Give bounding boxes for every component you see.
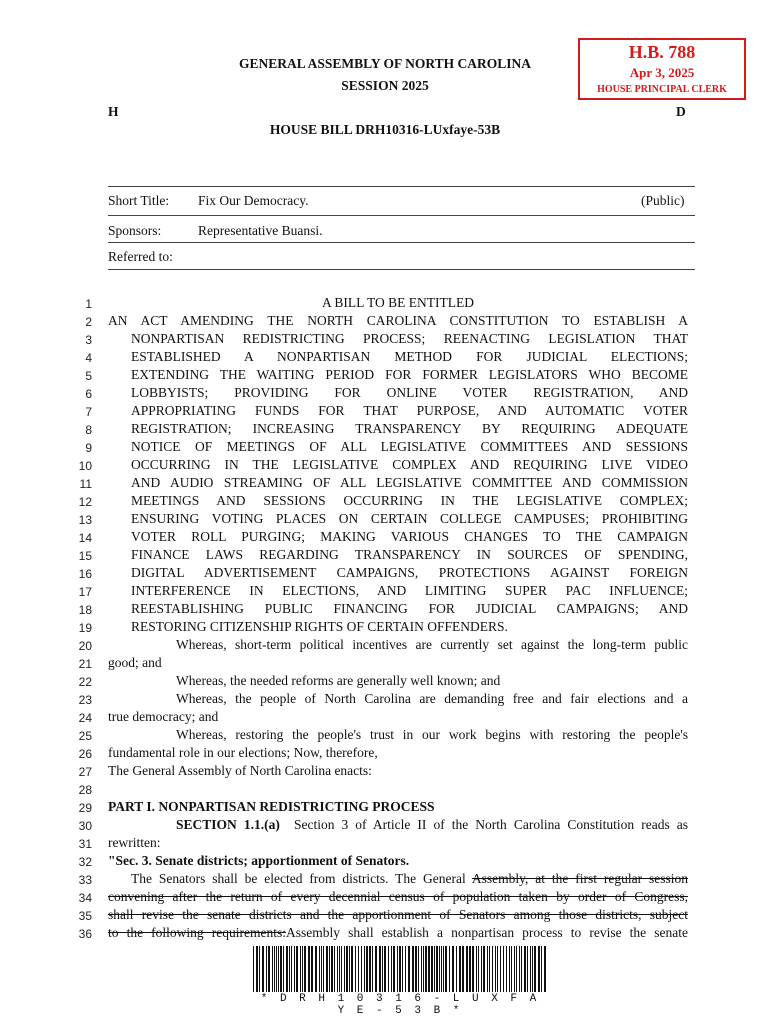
line-number: 4 xyxy=(85,351,92,365)
barcode-bar xyxy=(532,946,533,992)
draft-letter-right: D xyxy=(676,104,686,119)
text-line: NOTICE OF MEETINGS OF ALL LEGISLATIVE COMMITTEES AND SESSIONS xyxy=(131,439,688,454)
text-line: The General Assembly of North Carolina enacts: xyxy=(108,763,372,778)
line-number: 1 xyxy=(85,297,92,311)
barcode-bar xyxy=(339,946,340,992)
line-number: 7 xyxy=(85,405,92,419)
text-line: OCCURRING IN THE LEGISLATIVE COMPLEX AND REQUIRING LIVE VIDEO xyxy=(131,457,688,472)
inserted-text: Assembly shall establish a nonpartisan process to revise the senate xyxy=(286,925,688,940)
text-line: EXTENDING THE WAITING PERIOD FOR FORMER LEGISLATORS WHO BECOME xyxy=(131,367,688,382)
barcode-bar xyxy=(538,946,540,992)
barcode-bar xyxy=(304,946,306,992)
sponsors-label: Sponsors: xyxy=(108,223,162,238)
sponsors-value: Representative Buansi. xyxy=(198,223,323,238)
barcode-bar xyxy=(418,946,419,992)
struck-text: shall revise the senate districts and the apportionment of Senators among those districts, subject xyxy=(108,907,688,922)
line-number: 13 xyxy=(78,513,92,527)
assembly-title: GENERAL ASSEMBLY OF NORTH CAROLINA xyxy=(238,56,532,71)
line-number: 2 xyxy=(85,315,92,329)
chamber-letter-left: H xyxy=(108,104,119,119)
barcode-bar xyxy=(462,946,464,992)
filing-stamp xyxy=(578,38,746,100)
text-line: NONPARTISAN REDISTRICTING PROCESS; REENACTING LEGISLATION THAT xyxy=(131,331,688,346)
bill-heading: A BILL TO BE ENTITLED xyxy=(322,295,474,310)
barcode-bar xyxy=(308,946,310,992)
barcode-bar xyxy=(483,946,485,992)
barcode-bar xyxy=(326,946,328,992)
barcode-bar xyxy=(445,946,447,992)
text-line: RESTORING CITIZENSHIP RIGHTS OF CERTAIN OFFENDERS. xyxy=(131,619,508,634)
barcode-bar xyxy=(372,946,373,992)
barcode-bar xyxy=(302,946,303,992)
part-heading: PART I. NONPARTISAN REDISTRICTING PROCESS xyxy=(108,799,435,814)
line-number: 24 xyxy=(78,711,92,725)
barcode-bar xyxy=(384,946,386,992)
barcode-bar xyxy=(500,946,501,992)
barcode-bar xyxy=(478,946,479,992)
barcode-bar xyxy=(521,946,522,992)
barcode-bar xyxy=(519,946,520,992)
barcode-bar xyxy=(315,946,317,992)
divider xyxy=(108,269,695,270)
line-number: 8 xyxy=(85,423,92,437)
barcode-bar xyxy=(274,946,275,992)
line-number: 3 xyxy=(85,333,92,347)
barcode-bar xyxy=(323,946,324,992)
text-segment: The Senators shall be elected from districts. The General xyxy=(131,871,472,886)
barcode-bar xyxy=(375,946,377,992)
text-line: REGISTRATION; INCREASING TRANSPARENCY BY REQUIRING ADEQUATE xyxy=(131,421,688,436)
barcode-bar xyxy=(487,946,488,992)
barcode-bar xyxy=(544,946,546,992)
barcode-bar xyxy=(366,946,368,992)
struck-text: convening after the return of every decennial census of population taken by order of Congress, xyxy=(108,889,688,904)
line-number: 9 xyxy=(85,441,92,455)
text-line: ENSURING VOTING PLACES ON CERTAIN COLLEGE CAMPUSES; PROHIBITING xyxy=(131,511,688,526)
barcode-bar xyxy=(495,946,496,992)
barcode-bar xyxy=(355,946,356,992)
line-number: 27 xyxy=(78,765,92,779)
section-line xyxy=(176,817,688,833)
barcode-bar xyxy=(516,946,517,992)
barcode-bar xyxy=(331,946,333,992)
barcode-bar xyxy=(388,946,389,992)
line-number: 26 xyxy=(78,747,92,761)
barcode-bar xyxy=(266,946,267,992)
barcode-bar xyxy=(402,946,403,992)
divider xyxy=(108,215,695,216)
barcode-bar xyxy=(412,946,414,992)
barcode-bar xyxy=(441,946,442,992)
text-line xyxy=(108,925,688,941)
barcode-bar xyxy=(397,946,398,992)
barcode-bar xyxy=(296,946,298,992)
barcode-bar xyxy=(256,946,258,992)
line-number: 21 xyxy=(78,657,92,671)
line-number: 28 xyxy=(78,783,92,797)
barcode-bar xyxy=(530,946,531,992)
barcode-bar xyxy=(503,946,504,992)
barcode-bar xyxy=(534,946,536,992)
barcode-bar xyxy=(311,946,313,992)
text-line: fundamental role in our elections; Now, therefore, xyxy=(108,745,378,760)
barcode-bar xyxy=(289,946,290,992)
line-number: 18 xyxy=(78,603,92,617)
barcode-bar xyxy=(276,946,277,992)
barcode-bar xyxy=(481,946,482,992)
barcode-bar xyxy=(408,946,410,992)
barcode-bar xyxy=(449,946,450,992)
barcode-image xyxy=(253,946,547,992)
public-label: (Public) xyxy=(641,193,685,208)
text-line: good; and xyxy=(108,655,162,670)
short-title-label: Short Title: xyxy=(108,193,170,208)
text-line: APPROPRIATING FUNDS FOR THAT PURPOSE, AND AUTOMATIC VOTER xyxy=(131,403,688,418)
barcode-bar xyxy=(341,946,342,992)
barcode-bar xyxy=(334,946,335,992)
barcode-bar xyxy=(364,946,365,992)
barcode-bar xyxy=(459,946,461,992)
barcode-bar xyxy=(382,946,383,992)
text-line: Whereas, the people of North Carolina are demanding free and fair elections and a xyxy=(176,691,688,706)
barcode-bar xyxy=(511,946,512,992)
barcode-bar xyxy=(431,946,433,992)
barcode-bar xyxy=(439,946,440,992)
section-label: SECTION 1.1.(a) xyxy=(176,817,280,832)
barcode-bar xyxy=(259,946,260,992)
line-number: 30 xyxy=(78,819,92,833)
barcode-bar xyxy=(291,946,292,992)
sec-heading: "Sec. 3. Senate districts; apportionment of Senators. xyxy=(108,853,410,868)
stamp-date: Apr 3, 2025 xyxy=(629,65,695,80)
text-line: REESTABLISHING PUBLIC FINANCING FOR JUDICIAL CAMPAIGNS; AND xyxy=(131,601,688,616)
barcode-bar xyxy=(349,946,350,992)
barcode-bar xyxy=(472,946,474,992)
barcode-bar xyxy=(280,946,282,992)
session-title: SESSION 2025 xyxy=(341,78,429,93)
barcode-bar xyxy=(428,946,430,992)
text-line: LOBBYISTS; PROVIDING FOR ONLINE VOTER REGISTRATION, AND xyxy=(131,385,688,400)
barcode-bar xyxy=(253,946,254,992)
barcode-bar xyxy=(452,946,454,992)
line-number: 20 xyxy=(78,639,92,653)
stamp-bill-number: H.B. 788 xyxy=(628,42,696,62)
bill-title: HOUSE BILL DRH10316-LUxfaye-53B xyxy=(269,122,501,137)
line-number: 36 xyxy=(78,927,92,941)
line-number: 15 xyxy=(78,549,92,563)
barcode-bar xyxy=(393,946,395,992)
barcode-bar xyxy=(399,946,401,992)
text-line: DIGITAL ADVERTISEMENT CAMPAIGNS, PROTECTIONS AGAINST FOREIGN xyxy=(131,565,688,580)
barcode-bar xyxy=(272,946,273,992)
barcode-bar xyxy=(351,946,353,992)
barcode-bar xyxy=(476,946,477,992)
barcode-bar xyxy=(436,946,438,992)
barcode-bar xyxy=(329,946,330,992)
line-number: 11 xyxy=(79,477,92,491)
text-line: INTERFERENCE IN ELECTIONS, AND LIMITING SUPER PAC INFLUENCE; xyxy=(131,583,688,598)
barcode-bar xyxy=(489,946,490,992)
barcode-bar xyxy=(421,946,422,992)
referred-label: Referred to: xyxy=(108,249,173,264)
divider xyxy=(108,242,695,243)
barcode-bar xyxy=(466,946,468,992)
barcode-bar xyxy=(391,946,392,992)
barcode-bar xyxy=(514,946,515,992)
line-number: 25 xyxy=(78,729,92,743)
stamp-clerk: HOUSE PRINCIPAL CLERK xyxy=(597,84,727,95)
line-number: 34 xyxy=(78,891,92,905)
barcode-bar xyxy=(425,946,427,992)
barcode-bar xyxy=(541,946,542,992)
divider xyxy=(108,186,695,187)
barcode-bar xyxy=(294,946,295,992)
barcode-bar xyxy=(434,946,435,992)
barcode-bar xyxy=(415,946,417,992)
barcode-bar xyxy=(456,946,457,992)
struck-text: Assembly, at the first regular session xyxy=(471,871,688,886)
line-number: 19 xyxy=(78,621,92,635)
barcode-bar xyxy=(358,946,359,992)
barcode-bar xyxy=(405,946,406,992)
barcode-bar xyxy=(379,946,381,992)
section-text: Section 3 of Article II of the North Carolina Constitution reads as xyxy=(293,817,689,832)
barcode-bar xyxy=(527,946,528,992)
barcode-bar xyxy=(262,946,264,992)
line-number: 10 xyxy=(78,459,92,473)
text-line: Whereas, the needed reforms are generally well known; and xyxy=(176,673,501,688)
line-number: 33 xyxy=(78,873,92,887)
barcode-bar xyxy=(321,946,322,992)
barcode-bar xyxy=(300,946,301,992)
barcode-bar xyxy=(497,946,498,992)
line-number: 31 xyxy=(78,837,92,851)
text-line: VOTER ROLL PURGING; MAKING VARIOUS CHANGES TO THE CAMPAIGN xyxy=(131,529,688,544)
barcode-bar xyxy=(319,946,320,992)
line-number: 32 xyxy=(78,855,92,869)
barcode-bar xyxy=(506,946,507,992)
barcode-bar xyxy=(344,946,345,992)
line-number: 35 xyxy=(78,909,92,923)
barcode-bar xyxy=(423,946,424,992)
barcode-bar xyxy=(369,946,371,992)
barcode-bar xyxy=(268,946,270,992)
barcode-bar xyxy=(346,946,348,992)
barcode-bar xyxy=(524,946,526,992)
text-line: ESTABLISHED A NONPARTISAN METHOD FOR JUDICIAL ELECTIONS; xyxy=(131,349,688,364)
line-number: 6 xyxy=(85,387,92,401)
line-number: 14 xyxy=(78,531,92,545)
barcode-bar xyxy=(361,946,362,992)
text-line: AND AUDIO STREAMING OF ALL LEGISLATIVE COMMITTEE AND COMMISSION xyxy=(131,475,688,490)
text-line: FINANCE LAWS REGARDING TRANSPARENCY IN SOURCES OF SPENDING, xyxy=(131,547,688,562)
line-number: 12 xyxy=(78,495,92,509)
text-line xyxy=(131,871,688,887)
text-line: MEETINGS AND SESSIONS OCCURRING IN THE LEGISLATIVE COMPLEX; xyxy=(131,493,688,508)
barcode-bar xyxy=(286,946,288,992)
short-title-value: Fix Our Democracy. xyxy=(198,193,309,208)
barcode-bar xyxy=(283,946,284,992)
line-number: 17 xyxy=(78,585,92,599)
line-number: 23 xyxy=(78,693,92,707)
text-line xyxy=(108,907,688,923)
barcode-bar xyxy=(492,946,493,992)
line-number: 5 xyxy=(85,369,92,383)
text-line: AN ACT AMENDING THE NORTH CAROLINA CONSTITUTION TO ESTABLISH A xyxy=(108,313,688,328)
text-line: rewritten: xyxy=(108,835,161,850)
barcode-bar xyxy=(469,946,471,992)
barcode-bar xyxy=(443,946,444,992)
barcode-bar xyxy=(337,946,338,992)
line-number: 16 xyxy=(78,567,92,581)
struck-text: to the following requirements: xyxy=(108,925,286,940)
text-line xyxy=(108,889,688,905)
text-line: Whereas, short-term political incentives are currently set against the long-term public xyxy=(176,637,688,652)
text-line: true democracy; and xyxy=(108,709,219,724)
barcode-bar xyxy=(509,946,510,992)
line-number: 29 xyxy=(78,801,92,815)
text-line: Whereas, restoring the people's trust in our work begins with restoring the people's xyxy=(176,727,688,742)
barcode-text: * D R H 1 0 3 1 6 - L U X F A Y E - 5 3 B * xyxy=(260,993,540,1017)
barcode-bar xyxy=(278,946,279,992)
line-number: 22 xyxy=(78,675,92,689)
